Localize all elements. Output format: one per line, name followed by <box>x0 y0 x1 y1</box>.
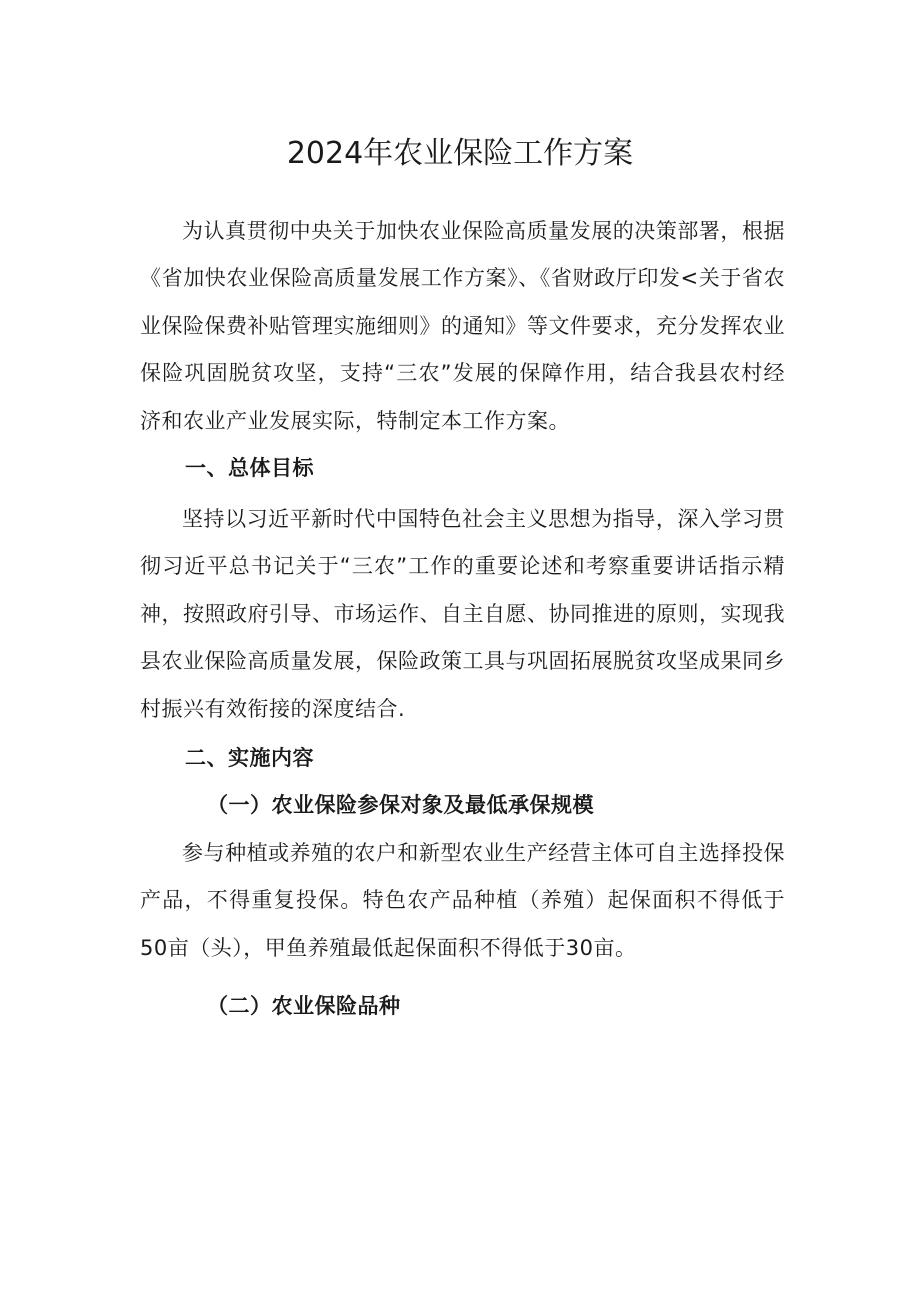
subsection-heading-insured-objects: （一）农业保险参保对象及最低承保规模 <box>207 793 594 817</box>
intro-paragraph: 为认真贯彻中央关于加快农业保险高质量发展的决策部署，根据《省加快农业保险高质量发展工作方案》、《省财政厅印发<关于省农业保险保费补贴管理实施细则》的通知》等文件要求，充分发挥农业保险巩固脱贫攻坚，支持“三农”发展的保障作用，结合我县农村经济和农业产业发展实际，特制定本工作方案。 <box>140 219 785 433</box>
insured-objects-paragraph: 参与种植或养殖的农户和新型农业生产经营主体可自主选择投保产品，不得重复投保。特色农产品种植（养殖）起保面积不得低于50亩（头），甲鱼养殖最低起保面积不得低于30亩。 <box>140 841 785 960</box>
document-title: 2024年农业保险工作方案 <box>286 136 634 172</box>
overall-goal-paragraph: 坚持以习近平新时代中国特色社会主义思想为指导，深入学习贯彻习近平总书记关于“三农”工作的重要论述和考察重要讲话指示精神，按照政府引导、市场运作、自主自愿、协同推进的原则，实现我县农业保险高质量发展，保险政策工具与巩固拓展脱贫攻坚成果同乡村振兴有效衔接的深度结合. <box>140 507 785 721</box>
section-heading-overall-goal: 一、总体目标 <box>185 456 314 480</box>
section-heading-implementation: 二、实施内容 <box>185 746 314 770</box>
subsection-heading-insurance-types: （二）农业保险品种 <box>207 994 401 1018</box>
